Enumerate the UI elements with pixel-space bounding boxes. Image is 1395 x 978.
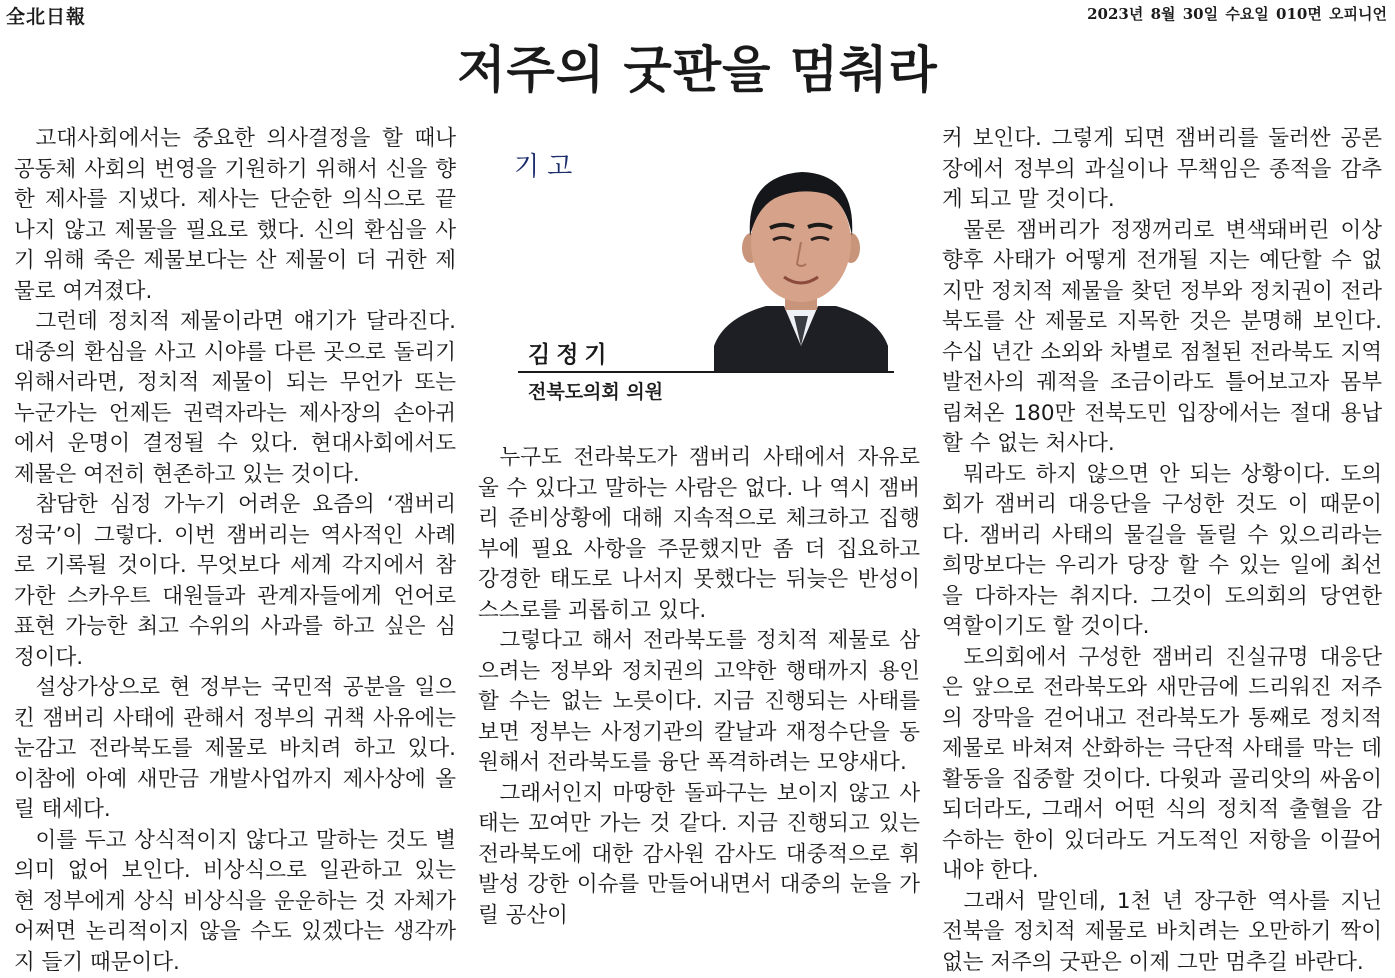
article-column-2	[478, 443, 920, 931]
paragraph: 고대사회에서는 중요한 의사결정을 할 때나 공동체 사회의 번영을 기원하기 위해서 신을 향한 제사를 지냈다. 제사는 단순한 의식으로 끝나지 않고 제물을 필요로 했다. 신의 환심을 사기 위해 죽은 제물보다는 산 제물이 더 귀한 제물로 여겨졌다.	[14, 124, 456, 307]
paragraph: 커 보인다. 그렇게 되면 잼버리를 둘러싼 공론장에서 정부의 과실이나 무책임은 종적을 감추게 되고 말 것이다.	[942, 124, 1382, 216]
paragraph: 그렇다고 해서 전라북도를 정치적 제물로 삼으려는 정부와 정치권의 고약한 행태까지 용인할 수는 없는 노릇이다. 지금 진행되는 사태를 보면 정부는 사정기관의 칼날과 재정수단을 동원해서 전라북도를 융단 폭격하려는 모양새다.	[478, 626, 920, 779]
author-photo	[714, 150, 888, 372]
byline-divider	[518, 371, 894, 373]
paragraph: 이를 두고 상식적이지 않다고 말하는 것도 별 의미 없어 보인다. 비상식으로 일관하고 있는 현 정부에게 상식 비상식을 운운하는 것 자체가 어쩌면 논리적이지 않을 수도 있겠다는 생각까지 들기 때문이다.	[14, 826, 456, 978]
paragraph: 그래서 말인데, 1천 년 장구한 역사를 지닌 전북을 정치적 제물로 바치려는 오만하기 짝이 없는 저주의 굿판은 이제 그만 멈추길 바란다.	[942, 887, 1382, 978]
paragraph: 그래서인지 마땅한 돌파구는 보이지 않고 사태는 꼬여만 가는 것 같다. 지금 진행되고 있는 전라북도에 대한 감사원 감사도 대중적으로 휘발성 강한 이슈를 만들어내면서 대중의 눈을 가릴 공산이	[478, 779, 920, 932]
dateline: 2023년 8월 30일 수요일 010면 오피니언	[1087, 3, 1387, 24]
newspaper-masthead: 全北日報	[6, 2, 86, 29]
paragraph: 물론 잼버리가 정쟁꺼리로 변색돼버린 이상 향후 사태가 어떻게 전개될 지는 예단할 수 없지만 정치적 제물을 찾던 정부와 정치권이 전라북도를 산 제물로 지목한 것은 분명해 보인다. 수십 년간 소외와 차별로 점철된 전라북도 지역발전사의 궤적을 조금이라도 틀어보고자 몸부림쳐온 180만 전북도민 입장에서는 절대 용납할 수 없는 처사다.	[942, 216, 1382, 460]
paragraph: 그런데 정치적 제물이라면 얘기가 달라진다. 대중의 환심을 사고 시야를 다른 곳으로 돌리기 위해서라면, 정치적 제물이 되는 무언가 또는 누군가는 언제든 권력자라는 제사장의 손아귀에서 운명이 결정될 수 있다. 현대사회에서도 제물은 여전히 현존하고 있는 것이다.	[14, 307, 456, 490]
section-label: 기고	[514, 146, 580, 183]
headline: 저주의 굿판을 멈춰라	[0, 30, 1395, 102]
author-name: 김정기	[528, 336, 613, 369]
paragraph: 도의회에서 구성한 잼버리 진실규명 대응단은 앞으로 전라북도와 새만금에 드리워진 저주의 장막을 걷어내고 전라북도가 통째로 정치적 제물로 바쳐져 산화하는 극단적 사태를 막는 데 활동을 집중할 것이다. 다윗과 골리앗의 싸움이 되더라도, 그래서 어떤 식의 정치적 출혈을 감수하는 한이 있더라도 거도적인 저항을 이끌어내야 한다.	[942, 643, 1382, 887]
paragraph: 참담한 심정 가누기 어려운 요즘의 ‘잼버리 정국’이 그렇다. 이번 잼버리는 역사적인 사례로 기록될 것이다. 무엇보다 세계 각지에서 참가한 스카우트 대원들과 관계자들에게 언어로 표현 가능한 최고 수위의 사과를 하고 싶은 심정이다.	[14, 490, 456, 673]
article-column-3	[942, 124, 1382, 978]
paragraph: 누구도 전라북도가 잼버리 사태에서 자유로울 수 있다고 말하는 사람은 없다. 나 역시 잼버리 준비상황에 대해 지속적으로 체크하고 집행부에 필요 사항을 주문했지만 좀 더 집요하고 강경한 태도로 나서지 못했다는 뒤늦은 반성이 스스로를 괴롭히고 있다.	[478, 443, 920, 626]
author-title: 전북도의회 의원	[528, 377, 663, 404]
paragraph: 뭐라도 하지 않으면 안 되는 상황이다. 도의회가 잼버리 대응단을 구성한 것도 이 때문이다. 잼버리 사태의 물길을 돌릴 수 있으리라는 희망보다는 우리가 당장 할 수 있는 일에 최선을 다하자는 취지다. 그것이 도의회의 당연한 역할이기도 할 것이다.	[942, 460, 1382, 643]
byline-box	[508, 130, 894, 372]
paragraph: 설상가상으로 현 정부는 국민적 공분을 일으킨 잼버리 사태에 관해서 정부의 귀책 사유에는 눈감고 전라북도를 제물로 바치려 하고 있다. 이참에 아예 새만금 개발사업까지 제사상에 올릴 태세다.	[14, 673, 456, 826]
article-column-1	[14, 124, 456, 978]
